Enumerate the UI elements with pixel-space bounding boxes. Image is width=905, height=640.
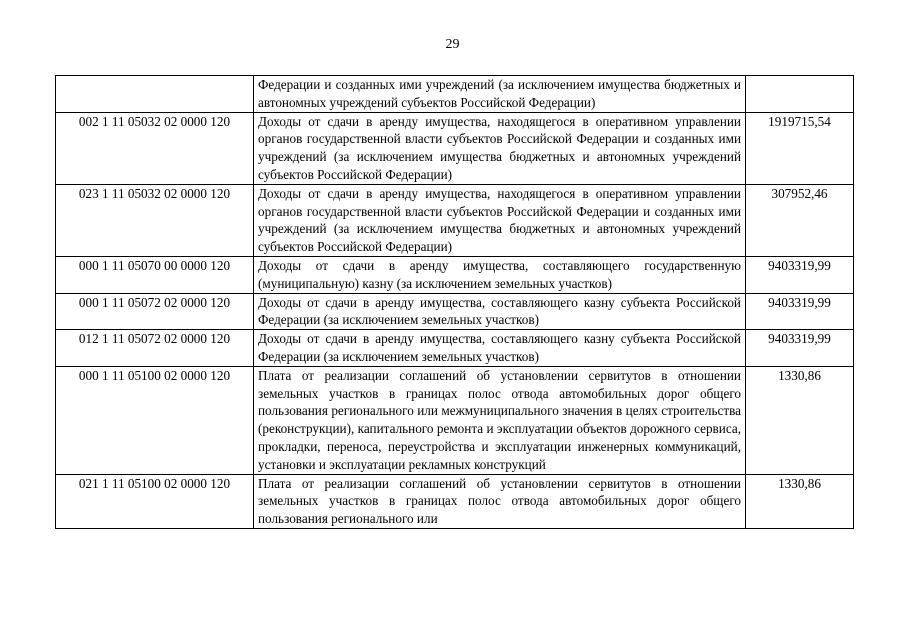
budget-code-cell [56, 76, 254, 113]
revenue-name-cell: Доходы от сдачи в аренду имущества, находящегося в оперативном управлении органов государственной власти субъектов Российской Федерации и созданных ими учреждений (за исключением имущества бюджетных и автономных учреждений субъектов Российской Федерации) [254, 112, 746, 184]
table-row [56, 474, 854, 528]
budget-code-cell: 000 1 11 05072 02 0000 120 [56, 293, 254, 330]
table-row [56, 76, 854, 113]
amount-cell: 1919715,54 [746, 112, 854, 184]
budget-code-cell: 000 1 11 05100 02 0000 120 [56, 366, 254, 474]
table-row [56, 184, 854, 256]
page-number: 29 [445, 37, 460, 52]
revenue-name-cell: Доходы от сдачи в аренду имущества, составляющего казну субъекта Российской Федерации (за исключением земельных участков) [254, 293, 746, 330]
budget-code-cell: 000 1 11 05070 00 0000 120 [56, 256, 254, 293]
revenue-name-cell: Доходы от сдачи в аренду имущества, находящегося в оперативном управлении органов государственной власти субъектов Российской Федерации и созданных ими учреждений (за исключением имущества бюджетных и автономных учреждений субъектов Российской Федерации) [254, 184, 746, 256]
revenue-name-cell: Федерации и созданных ими учреждений (за исключением имущества бюджетных и автономных учреждений субъектов Российской Федерации) [254, 76, 746, 113]
budget-code-cell: 023 1 11 05032 02 0000 120 [56, 184, 254, 256]
amount-cell: 1330,86 [746, 474, 854, 528]
amount-cell: 9403319,99 [746, 256, 854, 293]
revenue-name-cell: Доходы от сдачи в аренду имущества, составляющего казну субъекта Российской Федерации (за исключением земельных участков) [254, 330, 746, 367]
revenue-name-cell: Плата от реализации соглашений об установлении сервитутов в отношении земельных участков в границах полос отвода автомобильных дорог общего пользования регионального или [254, 474, 746, 528]
table-row [56, 330, 854, 367]
amount-cell: 9403319,99 [746, 330, 854, 367]
revenue-table [55, 75, 854, 529]
table-row [56, 256, 854, 293]
table-row [56, 366, 854, 474]
amount-cell: 1330,86 [746, 366, 854, 474]
amount-cell: 307952,46 [746, 184, 854, 256]
revenue-name-cell: Плата от реализации соглашений об установлении сервитутов в отношении земельных участков в границах полос отвода автомобильных дорог общего пользования регионального или межмуниципального значения в целях строительства (реконструкции), капитального ремонта и эксплуатации объектов дорожного сервиса, прокладки, переноса, переустройства и эксплуатации инженерных коммуникаций, установки и эксплуатации рекламных конструкций [254, 366, 746, 474]
table-row [56, 112, 854, 184]
table-row [56, 293, 854, 330]
budget-code-cell: 002 1 11 05032 02 0000 120 [56, 112, 254, 184]
budget-code-cell: 012 1 11 05072 02 0000 120 [56, 330, 254, 367]
amount-cell [746, 76, 854, 113]
revenue-name-cell: Доходы от сдачи в аренду имущества, составляющего государственную (муниципальную) казну (за исключением земельных участков) [254, 256, 746, 293]
budget-code-cell: 021 1 11 05100 02 0000 120 [56, 474, 254, 528]
amount-cell: 9403319,99 [746, 293, 854, 330]
